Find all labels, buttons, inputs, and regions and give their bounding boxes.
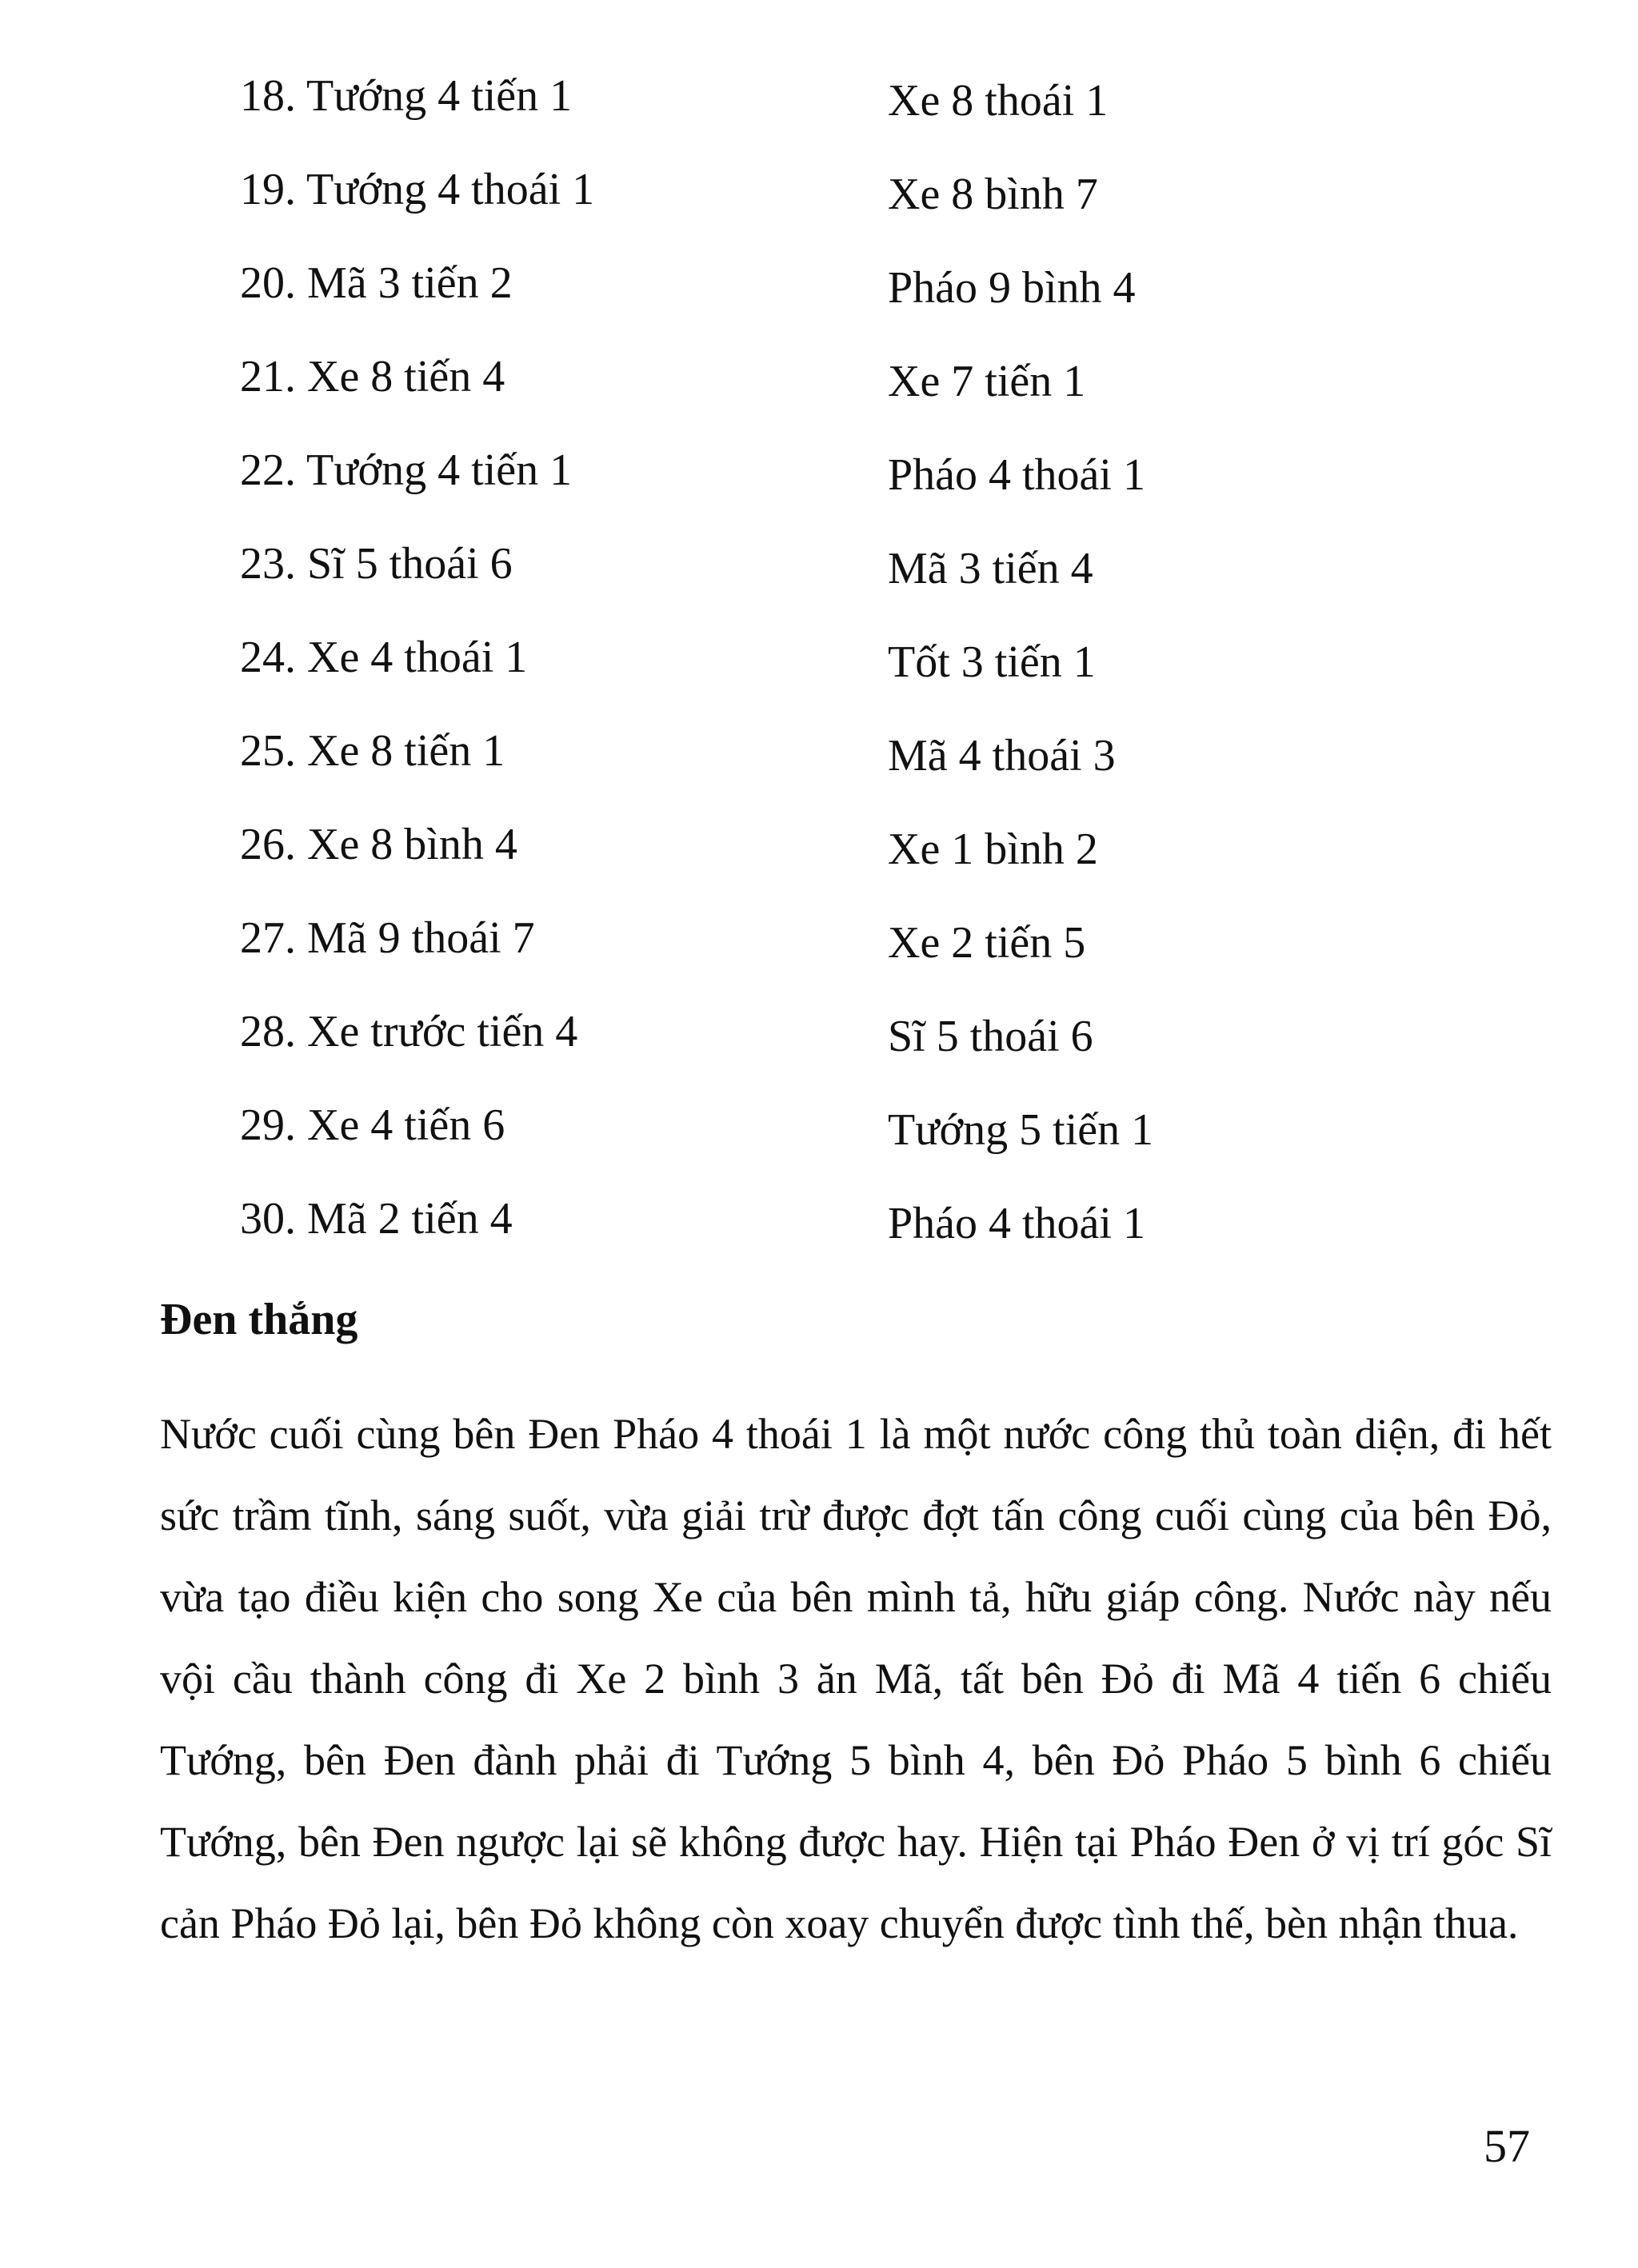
black-move: Tốt 3 tiến 1 [888, 637, 1096, 687]
move-row [240, 445, 1440, 541]
red-move: 21. Xe 8 tiến 4 [240, 352, 505, 401]
black-move: Pháo 4 thoái 1 [888, 1199, 1145, 1248]
red-move: 28. Xe trước tiến 4 [240, 1007, 578, 1056]
move-row [240, 822, 1440, 916]
black-move: Xe 7 tiến 1 [888, 357, 1086, 406]
red-move: 30. Mã 2 tiến 4 [240, 1194, 513, 1244]
red-move: 23. Sĩ 5 thoái 6 [240, 539, 513, 589]
red-move: 20. Mã 3 tiến 2 [240, 258, 513, 308]
commentary-paragraph: Nước cuối cùng bên Đen Pháo 4 thoái 1 là một nước công thủ toàn diện, đi hết sức trầm tĩnh, sáng suốt, vừa giải trừ được đợt tấn công cuối cùng của bên Đỏ, vừa tạo điều kiện cho song Xe của bên mình tả, hữu giáp công. Nước này nếu vội cầu thành công đi Xe 2 bình 3 ăn Mã, tất bên Đỏ đi Mã 4 tiến 6 chiếu Tướng, bên Đen đành phải đi Tướng 5 bình 4, bên Đỏ Pháo 5 bình 6 chiếu Tướng, bên Đen ngược lại sẽ không được hay. Hiện tại Pháo Đen ở vị trí góc Sĩ cản Pháo Đỏ lại, bên Đỏ không còn xoay chuyển được tình thế, bèn nhận thua. [160, 1410, 1552, 1947]
move-row [240, 167, 1440, 261]
black-move: Mã 4 thoái 3 [888, 731, 1116, 781]
red-move: 25. Xe 8 tiến 1 [240, 726, 505, 776]
black-move: Pháo 9 bình 4 [888, 263, 1136, 313]
black-move: Tướng 5 tiến 1 [888, 1105, 1154, 1155]
move-row [240, 1100, 1440, 1196]
result-heading: Đen thắng [160, 1295, 358, 1344]
move-row [240, 913, 1440, 1009]
red-move: 27. Mã 9 thoái 7 [240, 913, 535, 963]
black-move: Xe 1 bình 2 [888, 825, 1098, 874]
black-move: Sĩ 5 thoái 6 [888, 1012, 1093, 1061]
black-move: Xe 8 thoái 1 [888, 76, 1109, 126]
red-move: 26. Xe 8 bình 4 [240, 820, 517, 869]
move-list [240, 71, 1440, 1290]
move-row [240, 258, 1440, 354]
red-move: 29. Xe 4 tiến 6 [240, 1100, 505, 1150]
page-number: 57 [1484, 2120, 1530, 2172]
move-row [240, 1009, 1440, 1103]
move-row [240, 354, 1440, 448]
move-row [240, 1196, 1440, 1290]
black-move: Pháo 4 thoái 1 [888, 450, 1145, 500]
black-move: Xe 8 bình 7 [888, 170, 1098, 219]
move-row [240, 541, 1440, 635]
red-move: 22. Tướng 4 tiến 1 [240, 445, 573, 495]
move-row [240, 635, 1440, 729]
red-move: 18. Tướng 4 tiến 1 [240, 71, 573, 121]
black-move: Xe 2 tiến 5 [888, 918, 1086, 968]
move-row [240, 71, 1440, 167]
black-move: Mã 3 tiến 4 [888, 544, 1093, 593]
red-move: 24. Xe 4 thoái 1 [240, 633, 528, 682]
red-move: 19. Tướng 4 thoái 1 [240, 165, 595, 214]
move-row [240, 726, 1440, 822]
